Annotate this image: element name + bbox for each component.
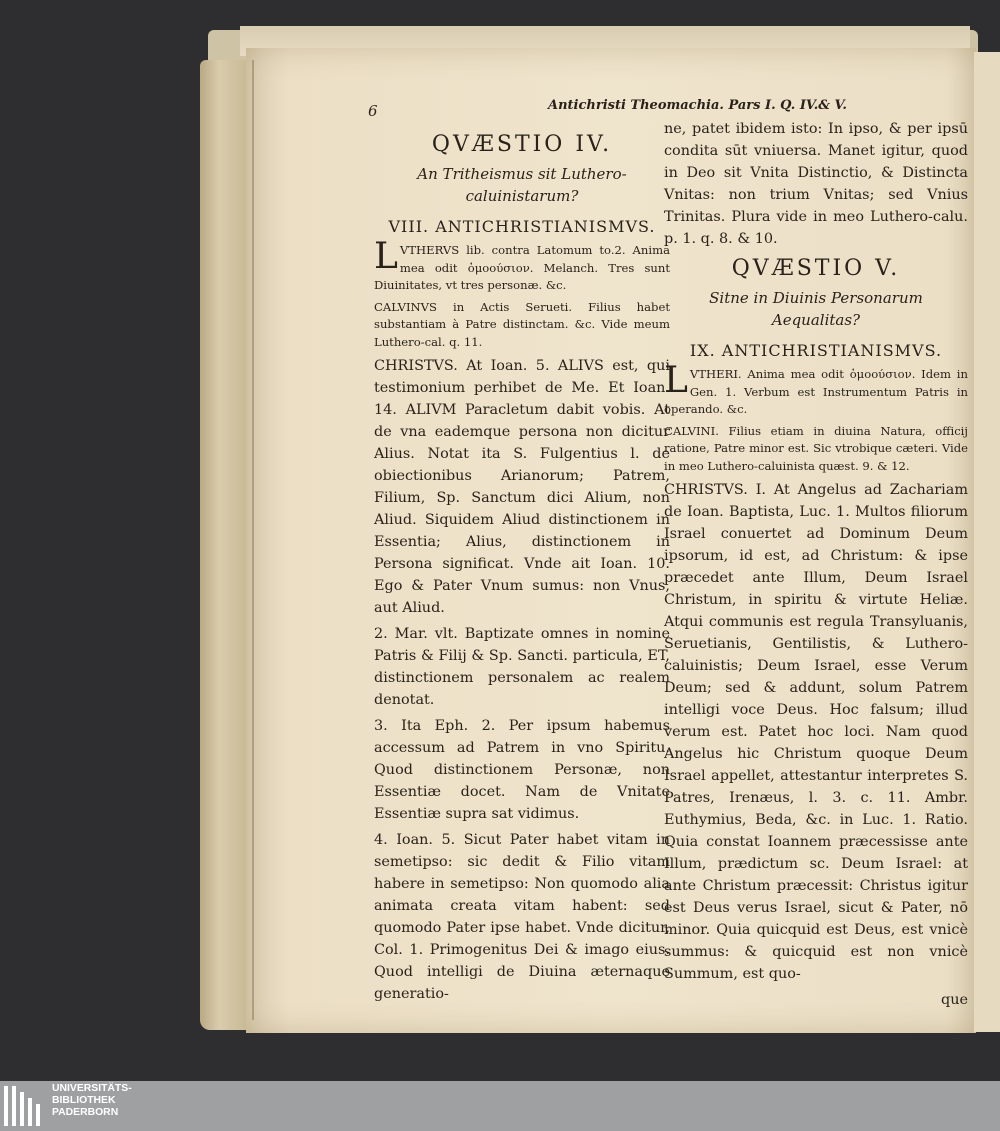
section-heading: VIII. ANTICHRISTIANISMVS.: [388, 217, 656, 236]
question-title: QVÆSTIO IV.: [431, 132, 613, 157]
question-title: QVÆSTIO V.: [731, 256, 901, 281]
paragraph: ne, patet ibidem isto: In ipso, & per ipsū condita sūt vniuersa. Manet igitur, quod in Deo sit Vnita Distinctio, & Distincta Vnitas: non trium Vnitas; sed Vnius Trinitas. Plura vide in meo Luthero-calu. p. 1. q. 8. & 10.: [664, 121, 968, 247]
question-subtitle: An Tritheismus sit Luthero-caluinistarum?: [417, 165, 627, 205]
paragraph: 2. Mar. vlt. Baptizate omnes in nomine Patris & Filij & Sp. Sancti. particula, ET, distinctionem personalem ac realem denotat.: [374, 626, 670, 708]
book-fore-edge: [200, 60, 248, 1030]
running-head: Antichristi Theomachia. Pars I. Q. IV.& V.: [548, 98, 847, 113]
footer-bar: [0, 1081, 1000, 1131]
page-number: 6: [368, 102, 378, 120]
logo-line-2: BIBLIOTHEK: [52, 1095, 116, 1106]
paragraph: CALVINVS in Actis Serueti. Filius habet substantiam à Patre distinctam. &c. Vide meum Luthero-cal. q. 11.: [374, 299, 670, 349]
paragraph: CHRISTVS. At Ioan. 5. ALIVS est, qui testimonium perhibet de Me. Et Ioan. 14. ALIVM Paracletum dabit vobis. At de vna eademque persona non dicitur Alius. Notat ita S. Fulgentius l. de obiectionibus Arianorum; Patrem, Filium, Sp. Sanctum dici Alium, non Aliud. Siquidem Aliud distinctionem in Essentia; Alius, distinctionem in Persona significat. Vnde ait Ioan. 10. Ego & Pater Vnum sumus: non Vnus, aut Aliud.: [374, 358, 670, 616]
paragraph: 3. Ita Eph. 2. Per ipsum habemus accessum ad Patrem in vno Spiritu. Quod distinctionem Personæ, non Essentiæ docet. Nam de Vnitate Essentiæ supra sat vidimus.: [374, 718, 670, 822]
logo-line-1: UNIVERSITÄTS-: [52, 1083, 132, 1094]
catchword: que: [941, 992, 968, 1008]
left-column: [374, 126, 670, 1009]
logo-line-3: PADERBORN: [52, 1107, 119, 1118]
paragraph: CALVINI. Filius etiam in diuina Natura, officij ratione, Patre minor est. Sic vtrobique cæteri. Vide in meo Luthero-caluinista quæst. 9. & 12.: [664, 423, 968, 473]
paragraph: 4. Ioan. 5. Sicut Pater habet vitam in semetipso: sic dedit & Filio vitam habere in semetipso: Non quomodo alia animata creata vitam habent: sed quomodo Pater ipse habet. Vnde dicitur, Col. 1. Primogenitus Dei & imago eius. Quod intelligi de Diuina æternaque generatio-: [374, 832, 670, 1002]
paragraph: LVTHERVS lib. contra Latomum to.2. Anima mea odit ὁμοούσιον. Melanch. Tres sunt Diuinitates, vt tres personæ. &c.: [374, 236, 670, 292]
paragraph: LVTHERI. Anima mea odit ὁμοούσιον. Idem in Gen. 1. Verbum est Instrumentum Patris in operando. &c.: [664, 360, 968, 416]
next-page-edge: [974, 52, 1000, 1032]
paragraph: CHRISTVS. I. At Angelus ad Zachariam de Ioan. Baptista, Luc. 1. Multos filiorum Israel conuertet ad Dominum Deum ipsorum, id est, ad Christum: & ipse præcedet ante Illum, Deum Israel Christum, in spiritu & virtute Heliæ. Atqui communis est regula Transyluanis, Seruetianis, Gentilistis, & Luthero-caluinistis; Deum Israel, esse Verum Deum; sed & addunt, solum Patrem intelligi voce Deus. Hoc falsum; illud verum est. Patet hoc loci. Nam quod Angelus hic Christum quoque Deum Israel appellet, attestantur interpretes S. Patres, Irenæus, l. 3. c. 11. Ambr. Euthymius, Beda, &c. in Luc. 1. Ratio. Quia constat Ioannem præcessisse ante Illum, prædictum sc. Deum Israel: at ante Christum præcessit: Christus igitur est Deus verus Israel, sicut & Pater, nō minor. Quia quicquid est Deus, est vnicè summus: & quicquid est non vnicè Summum, est quo-: [664, 482, 968, 982]
library-logo-text: [52, 1083, 132, 1119]
right-column: [664, 118, 968, 1011]
page-fold-line: [252, 60, 254, 1020]
question-subtitle: Sitne in Diuinis Personarum Aequalitas?: [709, 289, 923, 329]
section-heading: IX. ANTICHRISTIANISMVS.: [689, 341, 943, 360]
library-logo-icon: [4, 1086, 46, 1126]
